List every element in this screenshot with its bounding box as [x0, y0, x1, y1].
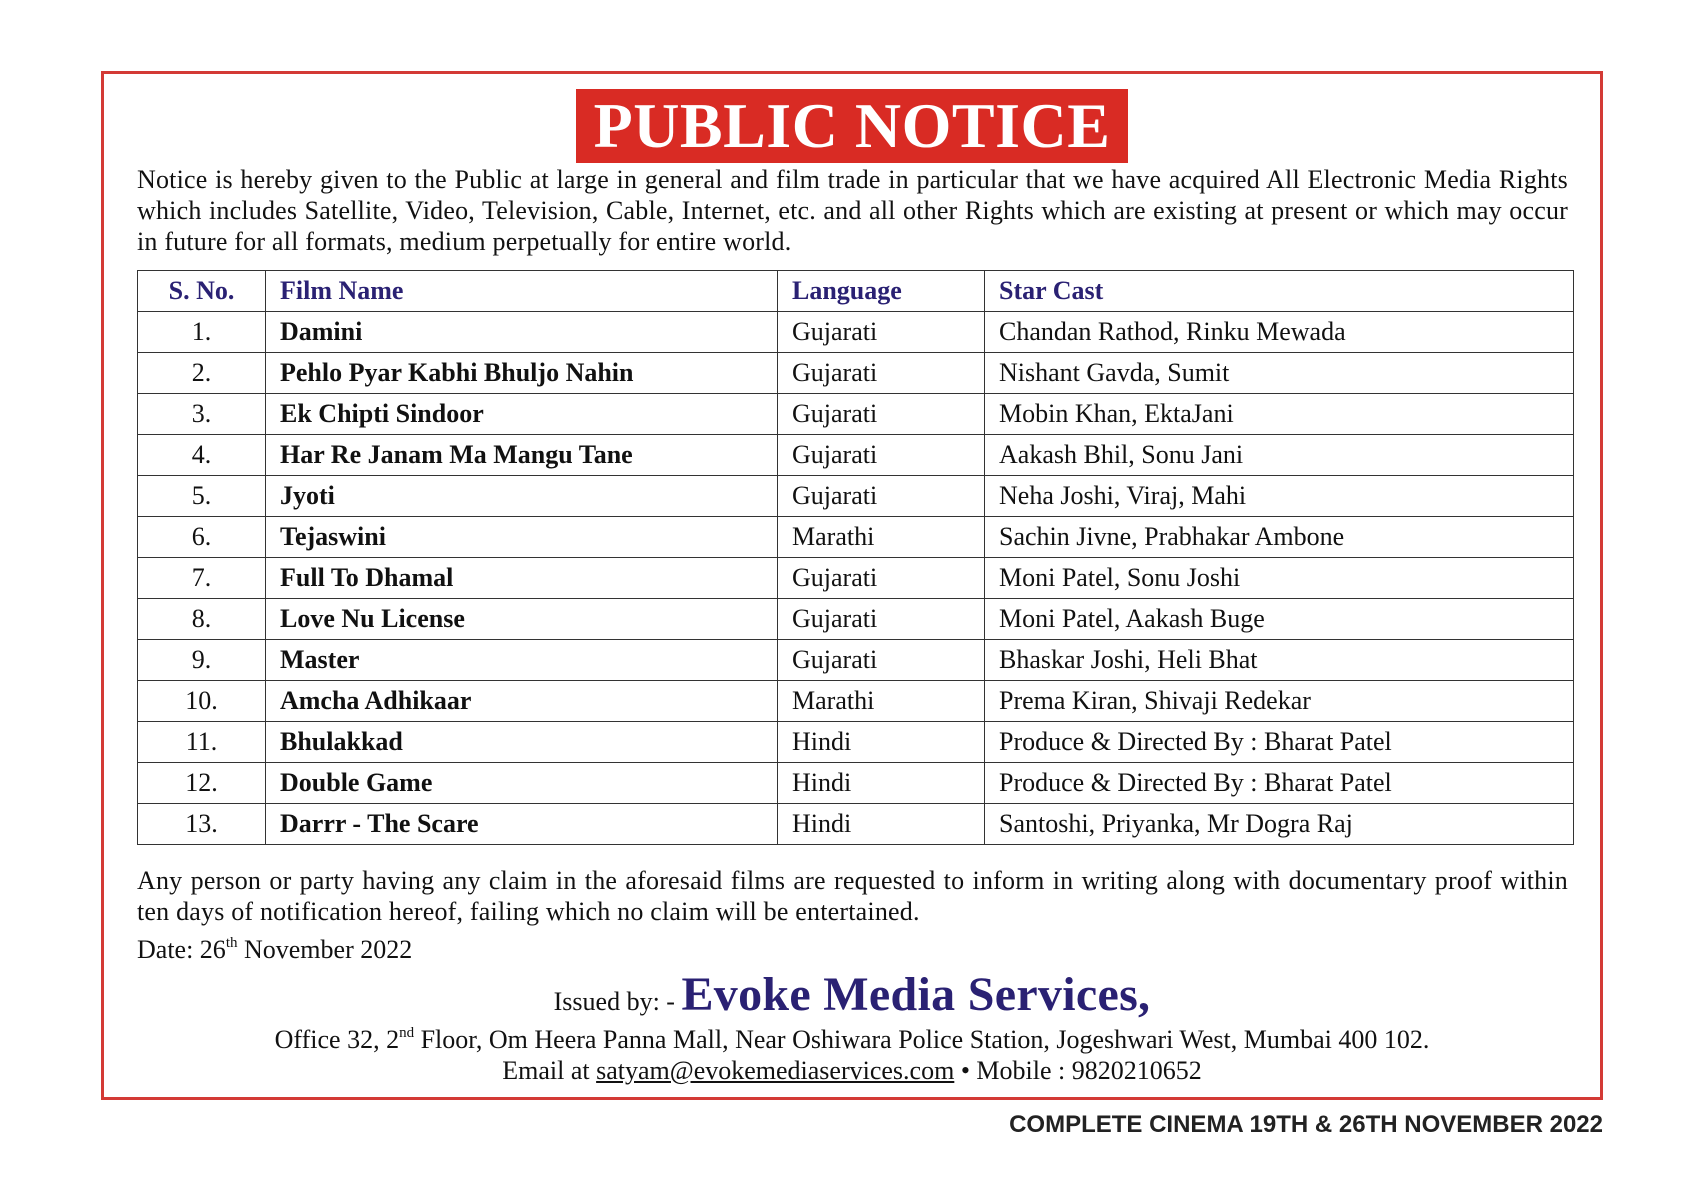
cell-language: Gujarati — [778, 394, 985, 435]
table-row — [138, 476, 1574, 517]
cell-language: Gujarati — [778, 558, 985, 599]
cell-sno: 12. — [138, 763, 266, 804]
cell-sno: 8. — [138, 599, 266, 640]
company-name: Evoke Media Services, — [681, 968, 1151, 1021]
cell-film-name: Amcha Adhikaar — [266, 681, 778, 722]
intro-paragraph: Notice is hereby given to the Public at large in general and film trade in particular that we have acquired All Electronic Media Rights which includes Satellite, Video, Television, Cable, Internet, etc. and all other Rights which are existing at present or which may occur in future for all formats, medium perpetually for entire world. — [137, 165, 1568, 256]
cell-film-name: Pehlo Pyar Kabhi Bhuljo Nahin — [266, 353, 778, 394]
header-star-cast: Star Cast — [985, 271, 1574, 312]
title-wrap — [104, 89, 1600, 163]
table-row — [138, 722, 1574, 763]
cell-star-cast: Moni Patel, Sonu Joshi — [985, 558, 1574, 599]
cell-film-name: Bhulakkad — [266, 722, 778, 763]
mobile-number: • Mobile : 9820210652 — [954, 1056, 1202, 1085]
cell-language: Marathi — [778, 681, 985, 722]
cell-star-cast: Prema Kiran, Shivaji Redekar — [985, 681, 1574, 722]
address-post: Floor, Om Heera Panna Mall, Near Oshiwara Police Station, Jogeshwari West, Mumbai 400 102. — [414, 1025, 1430, 1054]
cell-star-cast: Produce & Directed By : Bharat Patel — [985, 763, 1574, 804]
header-sno: S. No. — [138, 271, 266, 312]
cell-star-cast: Mobin Khan, EktaJani — [985, 394, 1574, 435]
company-address — [104, 1024, 1600, 1055]
cell-language: Hindi — [778, 763, 985, 804]
cell-sno: 6. — [138, 517, 266, 558]
table-row — [138, 394, 1574, 435]
cell-film-name: Har Re Janam Ma Mangu Tane — [266, 435, 778, 476]
notice-title: PUBLIC NOTICE — [576, 89, 1129, 163]
cell-sno: 7. — [138, 558, 266, 599]
email-label: Email at — [502, 1056, 597, 1085]
table-row — [138, 599, 1574, 640]
cell-film-name: Jyoti — [266, 476, 778, 517]
table-row — [138, 435, 1574, 476]
cell-sno: 11. — [138, 722, 266, 763]
address-pre: Office 32, 2 — [274, 1025, 400, 1054]
date-rest: November 2022 — [237, 935, 413, 964]
claim-paragraph: Any person or party having any claim in the aforesaid films are requested to inform in writing along with documentary proof within ten days of notification hereof, failing which no claim will be entertained. — [137, 866, 1568, 926]
cell-language: Hindi — [778, 804, 985, 845]
table-row — [138, 353, 1574, 394]
cell-star-cast: Neha Joshi, Viraj, Mahi — [985, 476, 1574, 517]
cell-film-name: Master — [266, 640, 778, 681]
cell-sno: 13. — [138, 804, 266, 845]
cell-star-cast: Aakash Bhil, Sonu Jani — [985, 435, 1574, 476]
table-row — [138, 804, 1574, 845]
table-header-row — [138, 271, 1574, 312]
cell-film-name: Ek Chipti Sindoor — [266, 394, 778, 435]
cell-star-cast: Sachin Jivne, Prabhakar Ambone — [985, 517, 1574, 558]
films-table — [137, 270, 1574, 845]
cell-language: Gujarati — [778, 599, 985, 640]
table-row — [138, 681, 1574, 722]
table-row — [138, 517, 1574, 558]
notice-frame — [101, 71, 1603, 1100]
table-row — [138, 763, 1574, 804]
cell-sno: 3. — [138, 394, 266, 435]
cell-star-cast: Produce & Directed By : Bharat Patel — [985, 722, 1574, 763]
cell-sno: 4. — [138, 435, 266, 476]
cell-sno: 5. — [138, 476, 266, 517]
cell-film-name: Darrr - The Scare — [266, 804, 778, 845]
cell-star-cast: Santoshi, Priyanka, Mr Dogra Raj — [985, 804, 1574, 845]
date-suffix: th — [225, 935, 238, 951]
cell-language: Gujarati — [778, 353, 985, 394]
address-suffix: nd — [399, 1025, 415, 1041]
contact-line — [104, 1055, 1600, 1086]
cell-film-name: Love Nu License — [266, 599, 778, 640]
cell-star-cast: Moni Patel, Aakash Buge — [985, 599, 1574, 640]
films-table-body — [138, 312, 1574, 845]
cell-film-name: Tejaswini — [266, 517, 778, 558]
cell-sno: 10. — [138, 681, 266, 722]
table-row — [138, 312, 1574, 353]
email-link[interactable]: satyam@evokemediaservices.com — [596, 1056, 955, 1085]
cell-star-cast: Chandan Rathod, Rinku Mewada — [985, 312, 1574, 353]
table-row — [138, 640, 1574, 681]
cell-language: Marathi — [778, 517, 985, 558]
header-language: Language — [778, 271, 985, 312]
issued-by-label: Issued by: - — [553, 987, 682, 1016]
cell-sno: 2. — [138, 353, 266, 394]
cell-language: Gujarati — [778, 435, 985, 476]
cell-language: Gujarati — [778, 476, 985, 517]
cell-language: Hindi — [778, 722, 985, 763]
header-film-name: Film Name — [266, 271, 778, 312]
cell-film-name: Double Game — [266, 763, 778, 804]
cell-language: Gujarati — [778, 640, 985, 681]
cell-star-cast: Nishant Gavda, Sumit — [985, 353, 1574, 394]
issued-by — [104, 967, 1600, 1022]
cell-star-cast: Bhaskar Joshi, Heli Bhat — [985, 640, 1574, 681]
cell-film-name: Damini — [266, 312, 778, 353]
notice-date — [137, 934, 412, 965]
cell-sno: 1. — [138, 312, 266, 353]
table-row — [138, 558, 1574, 599]
cell-language: Gujarati — [778, 312, 985, 353]
cell-sno: 9. — [138, 640, 266, 681]
date-label: Date: 26 — [137, 935, 226, 964]
cell-film-name: Full To Dhamal — [266, 558, 778, 599]
publication-footer: COMPLETE CINEMA 19TH & 26TH NOVEMBER 2022 — [1009, 1111, 1603, 1138]
